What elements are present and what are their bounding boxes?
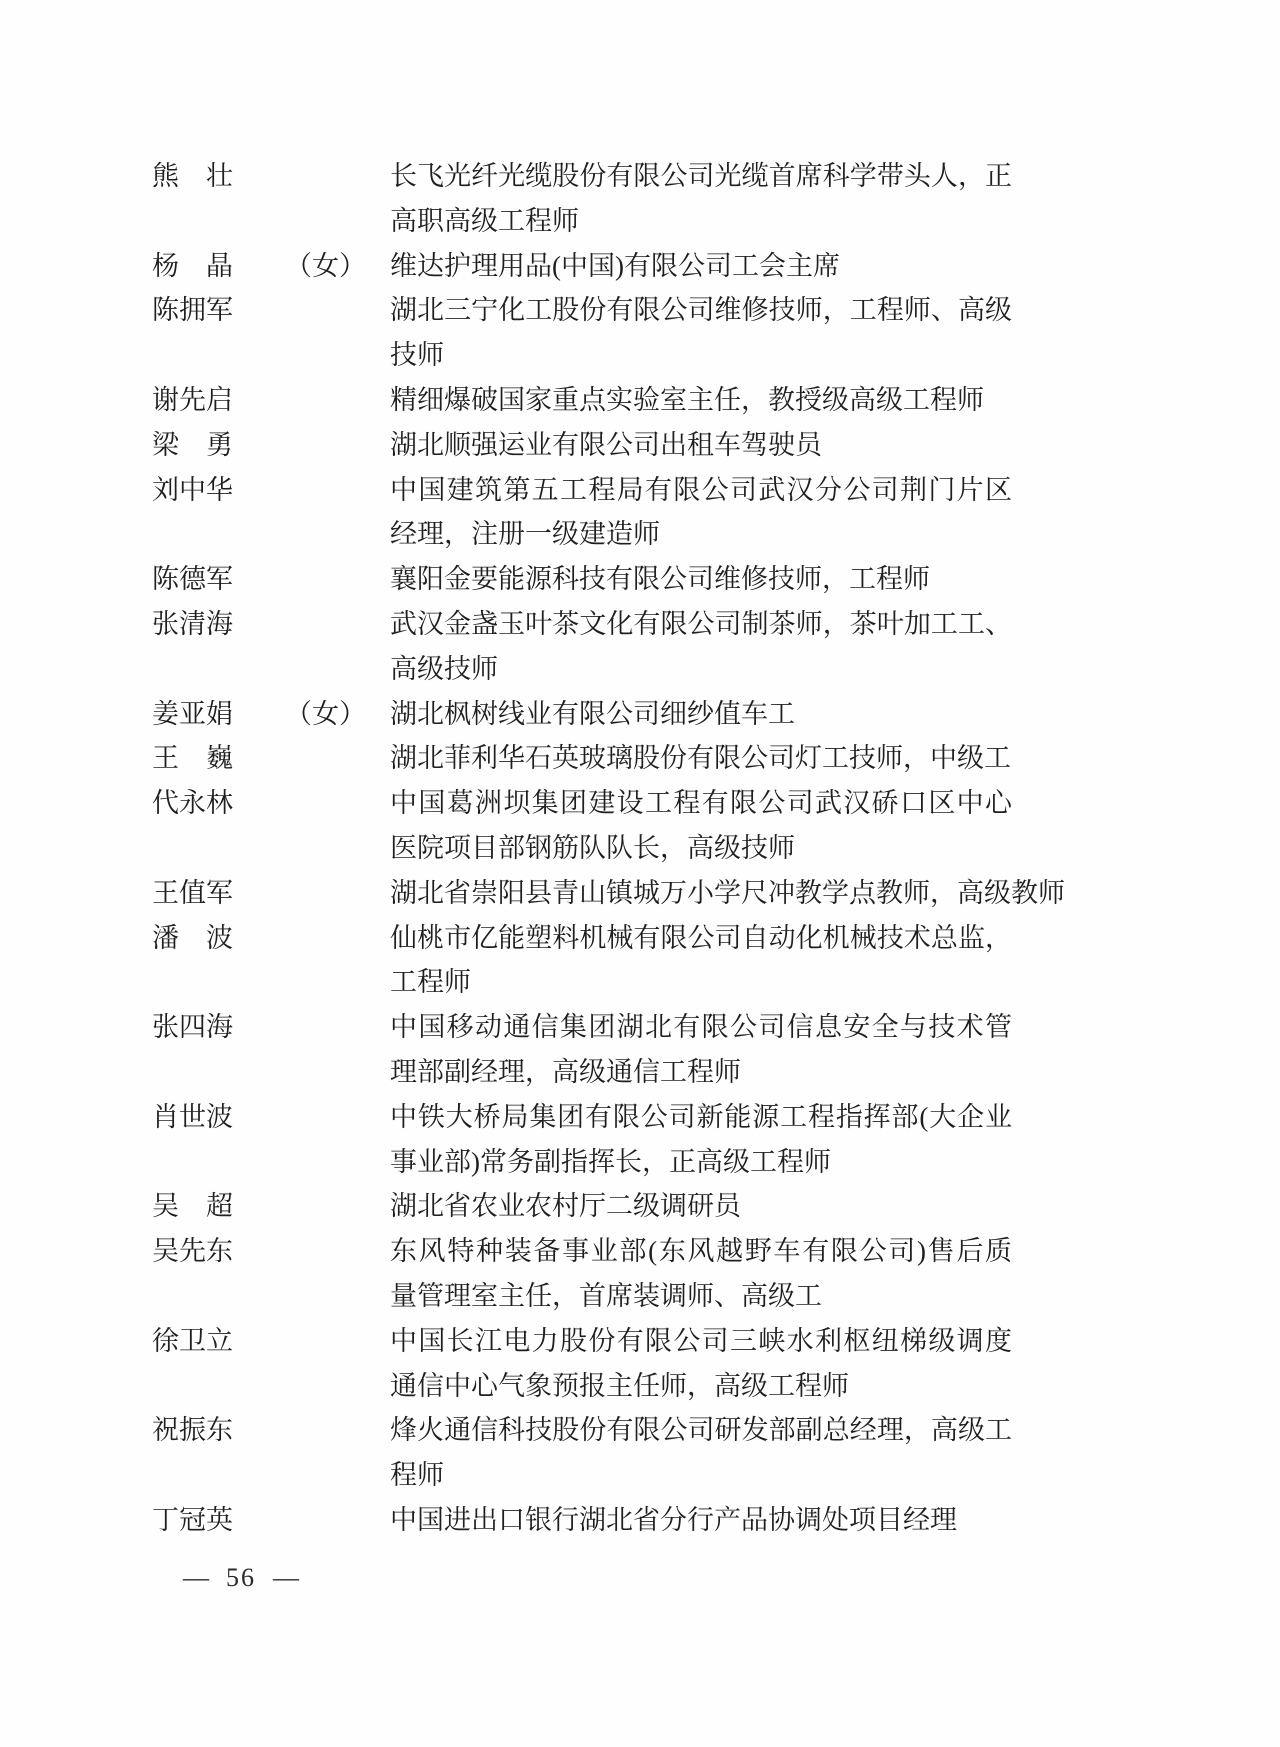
description-line: 湖北省农业农村厅二级调研员 bbox=[390, 1191, 741, 1222]
description-line: 中国葛洲坝集团建设工程有限公司武汉硚口区中心 bbox=[390, 788, 1012, 819]
honoree-description bbox=[390, 736, 1012, 781]
gender-annotation: （女） bbox=[285, 250, 366, 281]
gender-annotation bbox=[285, 1498, 390, 1543]
honoree-name: 吴先东 bbox=[152, 1236, 233, 1267]
honoree-name: 谢先启 bbox=[152, 384, 233, 415]
list-item bbox=[152, 692, 1132, 737]
list-item bbox=[152, 602, 1132, 692]
description-line: 技师 bbox=[390, 340, 444, 371]
description-line: 襄阳金要能源科技有限公司维修技师，工程师 bbox=[390, 564, 930, 595]
gender-annotation bbox=[285, 871, 390, 916]
list-item bbox=[152, 288, 1132, 378]
list-item bbox=[152, 1184, 1132, 1229]
description-line: 中国移动通信集团湖北有限公司信息安全与技术管 bbox=[390, 1012, 1012, 1043]
description-line: 高职高级工程师 bbox=[390, 205, 579, 236]
description-line: 仙桃市亿能塑料机械有限公司自动化机械技术总监， bbox=[390, 922, 1012, 953]
gender-annotation bbox=[285, 1229, 390, 1274]
honoree-description bbox=[390, 423, 1012, 468]
honoree-name: 王 巍 bbox=[152, 743, 233, 774]
list-item bbox=[152, 244, 1132, 289]
gender-annotation bbox=[285, 1319, 390, 1364]
gender-annotation bbox=[285, 1095, 390, 1140]
honoree-description bbox=[390, 378, 1012, 423]
description-line: 湖北菲利华石英玻璃股份有限公司灯工技师，中级工 bbox=[390, 743, 1011, 774]
description-line: 武汉金盏玉叶茶文化有限公司制茶师，茶叶加工工、 bbox=[390, 608, 1012, 639]
description-line: 医院项目部钢筋队队长，高级技师 bbox=[390, 832, 795, 863]
description-line: 东风特种装备事业部(东风越野车有限公司)售后质 bbox=[390, 1236, 1012, 1267]
list-item bbox=[152, 781, 1132, 871]
honoree-name: 张清海 bbox=[152, 608, 233, 639]
description-line: 通信中心气象预报主任师，高级工程师 bbox=[390, 1370, 849, 1401]
honoree-name: 丁冠英 bbox=[152, 1504, 233, 1535]
description-line: 湖北枫树线业有限公司细纱值车工 bbox=[390, 698, 795, 729]
list-item bbox=[152, 1229, 1132, 1319]
list-item bbox=[152, 1319, 1132, 1409]
description-line: 中铁大桥局集团有限公司新能源工程指挥部(大企业 bbox=[390, 1101, 1012, 1132]
honoree-name: 熊 壮 bbox=[152, 161, 233, 191]
gender-annotation bbox=[285, 916, 390, 961]
gender-annotation bbox=[285, 1005, 390, 1050]
list-item bbox=[152, 916, 1132, 1006]
honoree-name: 刘中华 bbox=[152, 474, 233, 505]
gender-annotation bbox=[285, 378, 390, 423]
description-line: 经理，注册一级建造师 bbox=[390, 519, 660, 550]
honoree-name: 梁 勇 bbox=[152, 429, 233, 460]
honoree-name: 徐卫立 bbox=[152, 1325, 233, 1356]
list-item bbox=[152, 1408, 1132, 1498]
honoree-name: 杨 晶 bbox=[152, 250, 233, 281]
honoree-description bbox=[390, 1095, 1012, 1185]
description-line: 工程师 bbox=[390, 967, 471, 998]
honoree-list bbox=[152, 154, 1132, 1543]
honoree-name: 代永林 bbox=[152, 788, 233, 819]
honoree-description bbox=[390, 1498, 1012, 1543]
description-line: 湖北省崇阳县青山镇城万小学尺冲教学点教师，高级教师 bbox=[390, 877, 1065, 908]
honoree-name: 吴 超 bbox=[152, 1191, 233, 1222]
gender-annotation bbox=[285, 1184, 390, 1229]
description-line: 量管理室主任，首席装调师、高级工 bbox=[390, 1280, 822, 1311]
honoree-description bbox=[390, 154, 1012, 244]
footer-left-dash: — bbox=[183, 1563, 209, 1592]
gender-annotation bbox=[285, 1408, 390, 1453]
list-item bbox=[152, 154, 1132, 244]
description-line: 湖北三宁化工股份有限公司维修技师，工程师、高级 bbox=[390, 295, 1012, 326]
description-line: 湖北顺强运业有限公司出租车驾驶员 bbox=[390, 429, 822, 460]
gender-annotation bbox=[285, 557, 390, 602]
description-line: 烽火通信科技股份有限公司研发部副总经理，高级工 bbox=[390, 1415, 1012, 1446]
page-footer bbox=[183, 1563, 299, 1593]
honoree-name: 祝振东 bbox=[152, 1415, 233, 1446]
gender-annotation bbox=[285, 154, 390, 199]
description-line: 理部副经理，高级通信工程师 bbox=[390, 1056, 741, 1087]
list-item bbox=[152, 1005, 1132, 1095]
list-item bbox=[152, 871, 1132, 916]
honoree-description bbox=[390, 602, 1012, 692]
gender-annotation bbox=[285, 468, 390, 513]
list-item bbox=[152, 1095, 1132, 1185]
honoree-name: 肖世波 bbox=[152, 1101, 233, 1132]
honoree-description bbox=[390, 1005, 1012, 1095]
honoree-description bbox=[390, 244, 1012, 289]
honoree-description bbox=[390, 1408, 1012, 1498]
description-line: 程师 bbox=[390, 1460, 444, 1491]
gender-annotation bbox=[285, 736, 390, 781]
honoree-description bbox=[390, 1184, 1012, 1229]
honoree-description bbox=[390, 1229, 1012, 1319]
list-item bbox=[152, 468, 1132, 558]
honoree-description bbox=[390, 557, 1012, 602]
page-number: 56 bbox=[226, 1563, 256, 1592]
gender-annotation bbox=[285, 423, 390, 468]
honoree-name: 陈德军 bbox=[152, 564, 233, 595]
honoree-name: 陈拥军 bbox=[152, 295, 233, 326]
description-line: 精细爆破国家重点实验室主任，教授级高级工程师 bbox=[390, 384, 984, 415]
honoree-name: 姜亚娟 bbox=[152, 698, 233, 729]
list-item bbox=[152, 378, 1132, 423]
honoree-description bbox=[390, 781, 1012, 871]
honoree-description bbox=[390, 692, 1012, 737]
footer-right-dash: — bbox=[273, 1563, 299, 1592]
list-item bbox=[152, 423, 1132, 468]
honoree-name: 张四海 bbox=[152, 1012, 233, 1043]
honoree-name: 王值军 bbox=[152, 877, 233, 908]
honoree-description bbox=[390, 916, 1012, 1006]
description-line: 维达护理用品(中国)有限公司工会主席 bbox=[390, 250, 840, 281]
description-line: 中国进出口银行湖北省分行产品协调处项目经理 bbox=[390, 1504, 957, 1535]
honoree-description bbox=[390, 1319, 1012, 1409]
gender-annotation bbox=[285, 602, 390, 647]
honoree-description bbox=[390, 871, 1065, 916]
description-line: 高级技师 bbox=[390, 653, 498, 684]
honoree-description bbox=[390, 468, 1012, 558]
gender-annotation: （女） bbox=[285, 698, 366, 729]
list-item bbox=[152, 1498, 1132, 1543]
gender-annotation bbox=[285, 781, 390, 826]
list-item bbox=[152, 736, 1132, 781]
description-line: 事业部)常务副指挥长，正高级工程师 bbox=[390, 1146, 831, 1177]
honoree-description bbox=[390, 288, 1012, 378]
description-line: 中国建筑第五工程局有限公司武汉分公司荆门片区 bbox=[390, 474, 1012, 505]
description-line: 长飞光纤光缆股份有限公司光缆首席科学带头人，正 bbox=[390, 161, 1012, 191]
list-item bbox=[152, 557, 1132, 602]
description-line: 中国长江电力股份有限公司三峡水利枢纽梯级调度 bbox=[390, 1325, 1012, 1356]
honoree-name: 潘 波 bbox=[152, 922, 233, 953]
gender-annotation bbox=[285, 288, 390, 333]
